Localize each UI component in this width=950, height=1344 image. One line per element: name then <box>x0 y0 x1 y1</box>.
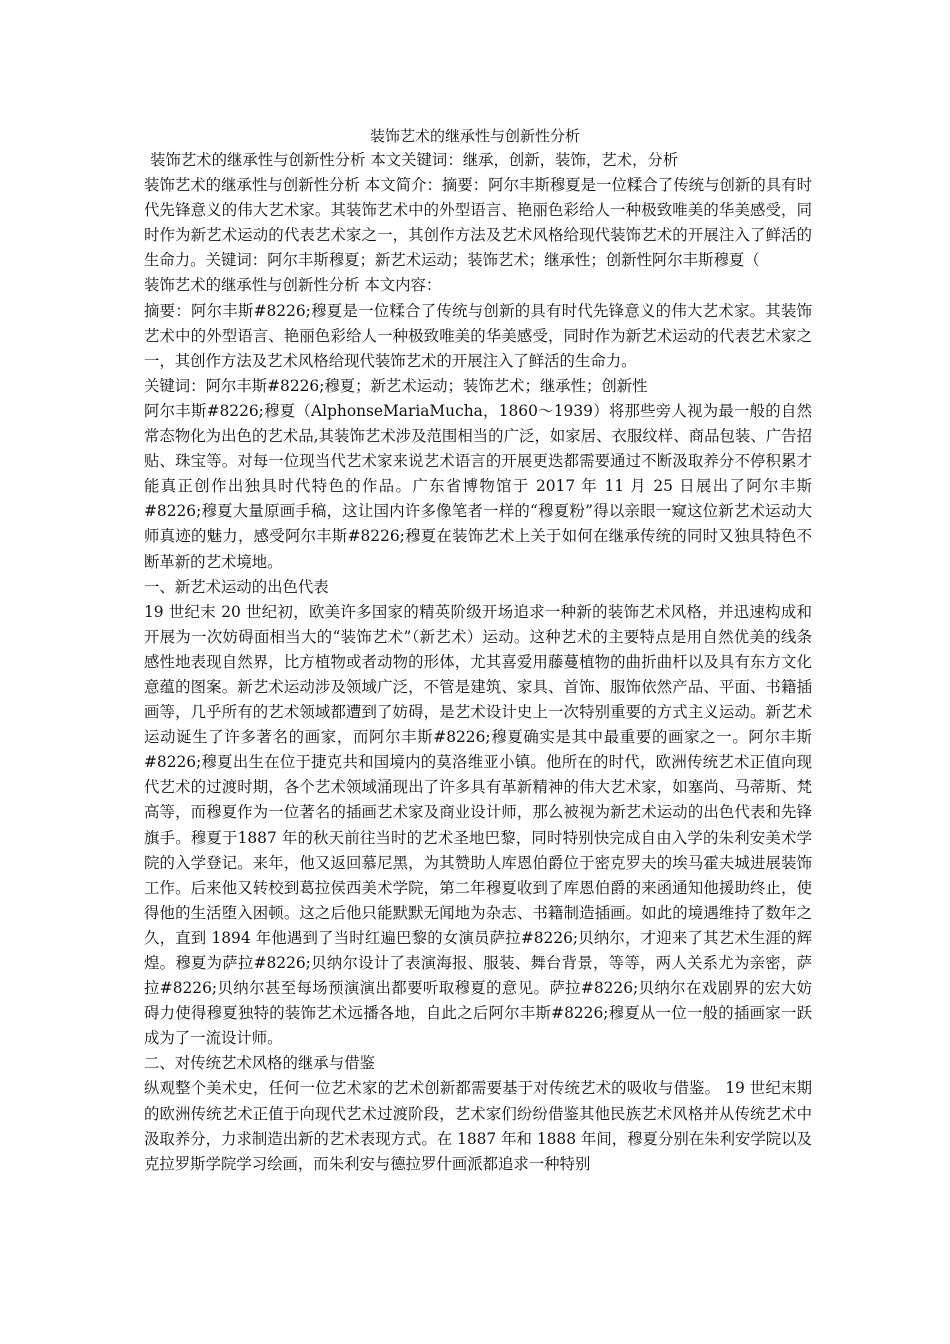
section-2-heading: 二、对传统艺术风格的继承与借鉴 <box>144 1054 375 1073</box>
section-2-body: 纵观整个美术史，任何一位艺术家的艺术创新都需要基于对传统艺术的吸收与借鉴。 19 世纪末期的欧洲传统艺术正值于向现代艺术过渡阶段，艺术家们纷纷借鉴其他民族艺术风格并从传统艺术中汲取养分，力求制造出新的艺术表现方式。在 1887 年和 1888 年间，穆夏分别在朱利安学院以及克拉罗斯学院学习绘画，而朱利安与德拉罗什画派都追求一种特别 <box>144 1079 812 1173</box>
document-body <box>144 148 812 1177</box>
keywords-paragraph: 关键词：阿尔丰斯#8226;穆夏；新艺术运动；装饰艺术；继承性；创新性 <box>144 376 648 395</box>
document-title: 装饰艺术的继承性与创新性分析 <box>369 127 580 145</box>
intro-block: 装饰艺术的继承性与创新性分析 本文简介：摘要：阿尔丰斯穆夏是一位糅合了传统与创新的具有时代先锋意义的伟大艺术家。其装饰艺术中的外型语言、艳丽色彩给人一种极致唯美的华美感受，同时作为新艺术运动的代表艺术家之一，其创作方法及艺术风格给现代装饰艺术的开展注入了鲜活的生命力。关键词：阿尔丰斯穆夏；新艺术运动；装饰艺术；继承性；创新性阿尔丰斯穆夏（ <box>144 176 812 270</box>
section-1-heading: 一、新艺术运动的出色代表 <box>144 577 329 596</box>
content-heading: 装饰艺术的继承性与创新性分析 本文内容： <box>144 276 442 295</box>
section-1-body: 19 世纪末 20 世纪初，欧美许多国家的精英阶级开场追求一种新的装饰艺术风格，并迅速构成和开展为一次妨碍面相当大的“装饰艺术”（新艺术）运动。这种艺术的主要特点是用自然优美的线条感性地表现自然界，比方植物或者动物的形体，尤其喜爱用藤蔓植物的曲折曲杆以及具有东方文化意蕴的图案。新艺术运动涉及领域广泛，不管是建筑、家具、首饰、服饰依然产品、平面、书籍插画等，几乎所有的艺术领域都遭到了妨碍，是艺术设计史上一次特别重要的方式主义运动。新艺术运动诞生了许多著名的画家，而阿尔丰斯#8226;穆夏确实是其中最重要的画家之一。阿尔丰斯#8226;穆夏出生在位于捷克共和国境内的莫洛维亚小镇。他所在的时代，欧洲传统艺术正值向现代艺术的过渡时期，各个艺术领域涌现出了许多具有革新精神的伟大艺术家，如塞尚、马蒂斯、梵高等，而穆夏作为一位著名的插画艺术家及商业设计师，那么被视为新艺术运动的出色代表和先锋旗手。穆夏于1887 年的秋天前往当时的艺术圣地巴黎，同时特别快完成自由入学的朱利安美术学院的入学登记。来年，他又返回慕尼黑，为其赞助人库恩伯爵位于密克罗夫的埃马霍夫城进展装饰工作。后来他又转校到葛拉侯西美术学院，第二年穆夏收到了库恩伯爵的来函通知他援助终止，使得他的生活堕入困顿。这之后他只能默默无闻地为杂志、书籍制造插画。如此的境遇维持了数年之久，直到 1894 年他遇到了当时红遍巴黎的女演员萨拉#8226;贝纳尔，才迎来了其艺术生涯的辉煌。穆夏为萨拉#8226;贝纳尔设计了表演海报、服装、舞台背景，等等，两人关系尤为亲密，萨拉#8226;贝纳尔甚至每场预演演出都要听取穆夏的意见。萨拉#8226;贝纳尔在戏剧界的宏大妨碍力使得穆夏独特的装饰艺术远播各地，自此之后阿尔丰斯#8226;穆夏从一位一般的插画家一跃成为了一流设计师。 <box>144 602 812 1048</box>
abstract-paragraph: 摘要：阿尔丰斯#8226;穆夏是一位糅合了传统与创新的具有时代先锋意义的伟大艺术家。其装饰艺术中的外型语言、艳丽色彩给人一种极致唯美的华美感受，同时作为新艺术运动的代表艺术家之一，其创作方法及艺术风格给现代装饰艺术的开展注入了鲜活的生命力。 <box>144 301 812 370</box>
intro-paragraph: 阿尔丰斯#8226;穆夏（AlphonseMariaMucha，1860～1939）将那些旁人视为最一般的自然常态物化为出色的艺术品,其装饰艺术涉及范围相当的广泛，如家居、衣服纹样、商品包装、广告招贴、珠宝等。对每一位现当代艺术家来说艺术语言的开展更迭都需要通过不断汲取养分不停积累才能真正创作出独具时代特色的作品。广东省博物馆于 2017 年 11 月 25 日展出了阿尔丰斯#8226;穆夏大量原画手稿，这让国内许多像笔者一样的“穆夏粉”得以亲眼一窥这位新艺术运动大师真迹的魅力，感受阿尔丰斯#8226;穆夏在装饰艺术上关于如何在继承传统的同时又独具特色不断革新的艺术境地。 <box>144 401 812 571</box>
keywords-line: 装饰艺术的继承性与创新性分析 本文关键词：继承，创新，装饰，艺术，分析 <box>150 151 679 169</box>
